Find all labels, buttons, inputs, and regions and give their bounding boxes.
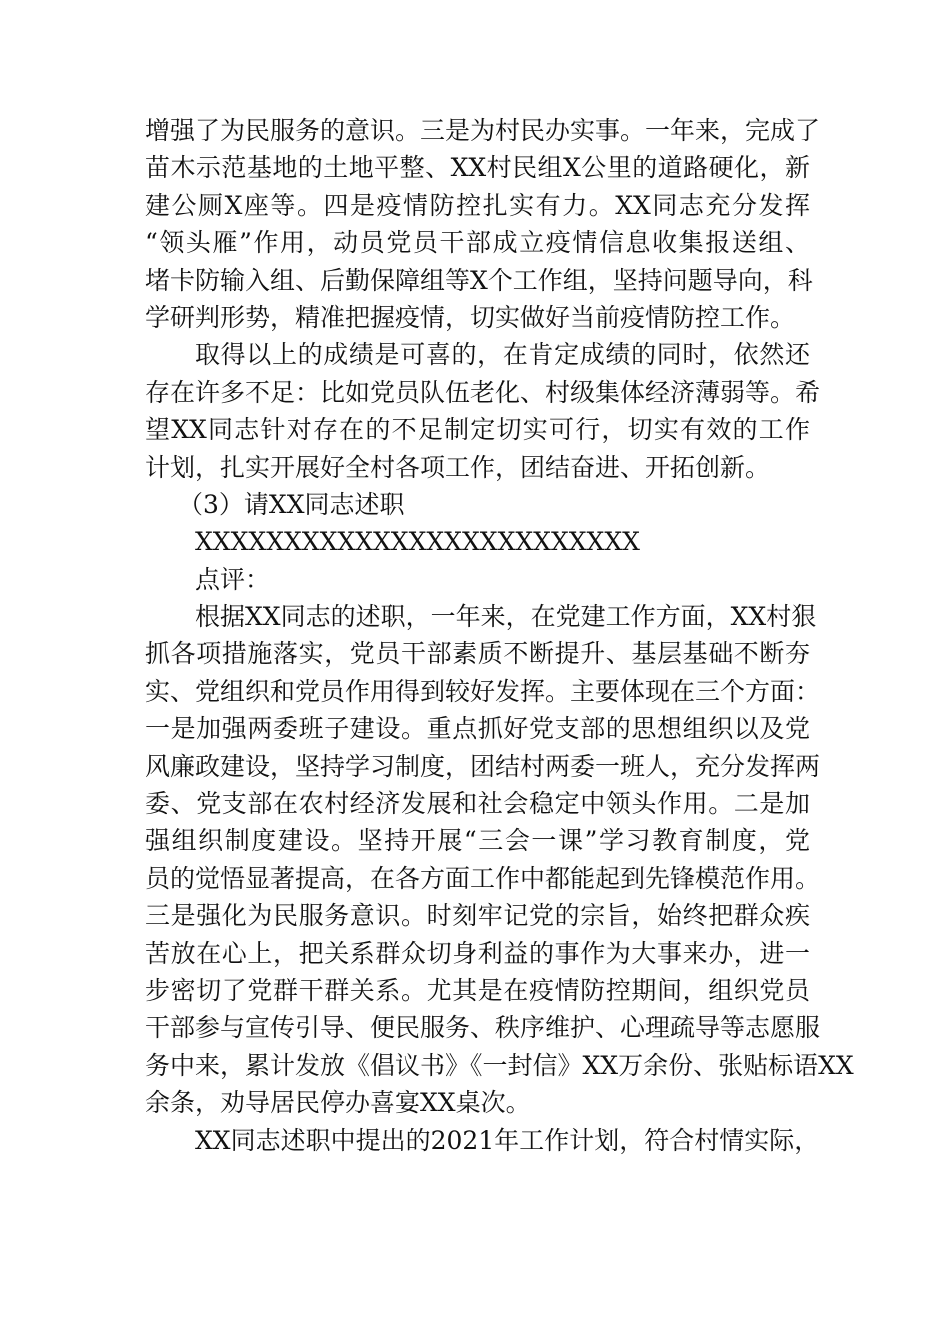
text-line: 三是强化为民服务意识。时刻牢记党的宗旨，始终把群众疾 <box>145 901 810 931</box>
paragraph-4 <box>145 1122 820 1159</box>
paragraph-1 <box>145 112 821 336</box>
section-heading <box>145 486 810 523</box>
text-line: 取得以上的成绩是可喜的，在肯定成绩的同时，依然还 <box>195 340 810 370</box>
text-line: 务中来，累计发放《倡议书》《一封信》XX万余份、张贴标语XX <box>145 1050 854 1080</box>
text-line: 强组织制度建设。坚持开展“三会一课”学习教育制度，党 <box>145 826 810 856</box>
text-line: 干部参与宣传引导、便民服务、秩序维护、心理疏导等志愿服 <box>145 1013 821 1043</box>
text-line: 望XX同志针对存在的不足制定切实可行，切实有效的工作 <box>145 415 810 445</box>
text-line: 风廉政建设，坚持学习制度，团结村两委一班人，充分发挥两 <box>145 751 821 781</box>
paragraph-3 <box>145 598 854 1121</box>
text-line: 学研判形势，精准把握疫情，切实做好当前疫情防控工作。 <box>145 302 796 332</box>
text-line: 堵卡防输入组、后勤保障组等X个工作组，坚持问题导向，科 <box>145 265 813 295</box>
text-line: 增强了为民服务的意识。三是为村民办实事。一年来，完成了 <box>145 116 821 145</box>
text-line: 根据XX同志的述职，一年来，在党建工作方面，XX村狠 <box>195 602 817 632</box>
text-line: XXXXXXXXXXXXXXXXXXXXXXXXX <box>195 527 640 557</box>
paragraph-2 <box>145 336 821 486</box>
document-page <box>145 112 854 1159</box>
text-line: （3）请XX同志述职 <box>178 489 405 519</box>
text-line: 抓各项措施落实，党员干部素质不断提升、基层基础不断夯 <box>145 639 810 669</box>
text-line: 实、党组织和党员作用得到较好发挥。主要体现在三个方面： <box>145 676 821 706</box>
text-line: 建公厕X座等。四是疫情防控扎实有力。XX同志充分发挥 <box>145 190 810 220</box>
placeholder-paragraph <box>145 523 810 560</box>
text-line: XX同志述职中提出的2021年工作计划，符合村情实际， <box>195 1125 820 1155</box>
text-line: 余条，劝导居民停办喜宴XX桌次。 <box>145 1088 531 1118</box>
text-line: 步密切了党群干群关系。尤其是在疫情防控期间，组织党员 <box>145 975 810 1005</box>
comment-label <box>145 561 810 598</box>
text-line: 存在许多不足：比如党员队伍老化、村级集体经济薄弱等。希 <box>145 377 821 407</box>
text-line: 苦放在心上，把关系群众切身利益的事作为大事来办，进一 <box>145 938 810 968</box>
text-line: 员的觉悟显著提高，在各方面工作中都能起到先锋模范作用。 <box>145 863 821 893</box>
text-line: 委、党支部在农村经济发展和社会稳定中领头作用。二是加 <box>145 789 810 819</box>
text-line: 计划，扎实开展好全村各项工作，团结奋进、开拓创新。 <box>145 452 771 482</box>
text-line: 一是加强两委班子建设。重点抓好党支部的思想组织以及党 <box>145 714 810 744</box>
text-line: 苗木示范基地的土地平整、XX村民组X公里的道路硬化，新 <box>145 153 810 183</box>
text-line: “领头雁”作用，动员党员干部成立疫情信息收集报送组、 <box>145 228 810 258</box>
text-line: 点评： <box>195 564 271 594</box>
